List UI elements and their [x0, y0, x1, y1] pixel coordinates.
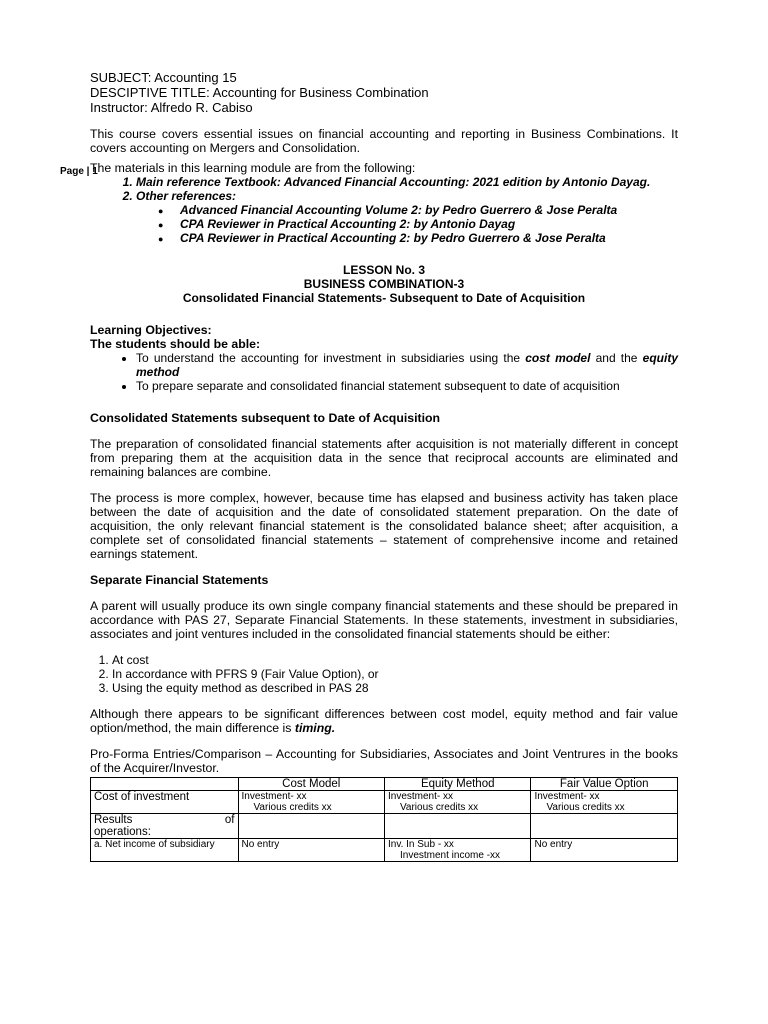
measurement-options-list	[90, 653, 678, 695]
reference-item: ● Advanced Financial Accounting Volume 2: by Pedro Guerrero & Jose Peralta	[180, 203, 678, 217]
document-page	[90, 70, 678, 862]
document-header	[90, 70, 678, 115]
reference-item: ● CPA Reviewer in Practical Accounting 2: by Antonio Dayag	[180, 217, 678, 231]
paragraph-text: Although there appears to be significant differences between cost model, equity method and fair value option/method, the main difference is	[90, 707, 678, 735]
table-row	[91, 814, 678, 839]
entry-debit: Investment- xx	[534, 791, 600, 802]
table-cell: Cost of investment	[91, 791, 239, 814]
reference-item: ● CPA Reviewer in Practical Accounting 2: by Pedro Guerrero & Jose Peralta	[180, 231, 678, 245]
entry-debit: Inv. In Sub - xx	[387, 839, 454, 850]
row-label-part: Results	[94, 814, 133, 826]
table-cell: No entry	[531, 839, 678, 862]
references-list	[90, 175, 678, 245]
table-header-cell	[91, 778, 239, 791]
table-cell	[531, 814, 678, 839]
section-paragraph: Pro-Forma Entries/Comparison – Accounting for Subsidiaries, Associates and Joint Ventrures in the books of the Acquirer/Investor.	[90, 747, 678, 775]
section-paragraph	[90, 707, 678, 735]
lesson-title-block	[90, 263, 678, 305]
table-cell	[91, 814, 239, 839]
subject-line: SUBJECT: Accounting 15	[90, 70, 237, 85]
descriptive-title-line: DESCIPTIVE TITLE: Accounting for Business Combination	[90, 85, 429, 100]
lesson-name: BUSINESS COMBINATION-3	[303, 277, 465, 291]
section-heading: Separate Financial Statements	[90, 573, 269, 587]
section-paragraph: The process is more complex, however, because time has elapsed and business activity has taken place between the date of acquisition and the date of consolidated statement preparation. On the date of acquisition, the only relevant financial statement is the consolidated balance sheet; after acquisition, a complete set of consolidated financial statements – statement of comprehensive income and retained earnings statement.	[90, 491, 678, 561]
lesson-topic: Consolidated Financial Statements- Subsequent to Date of Acquisition	[182, 291, 586, 305]
option-item: 1. At cost	[112, 653, 678, 667]
proforma-table	[90, 777, 678, 862]
objectives-list	[90, 351, 678, 393]
materials-intro: The materials in this learning module are from the following:	[90, 161, 416, 175]
main-reference-text: Main reference Textbook: Advanced Financial Accounting: 2021 edition by Antonio Dayag.	[136, 175, 651, 189]
entry-credit: Investment income -xx	[399, 850, 501, 861]
table-cell	[238, 791, 384, 814]
page-number-label: Page | 1	[60, 166, 98, 177]
lesson-number: LESSON No. 3	[342, 263, 425, 277]
table-cell: No entry	[238, 839, 384, 862]
objectives-subheading: The students should be able:	[90, 337, 261, 351]
objective-item	[136, 351, 678, 379]
paragraph-emphasis: timing.	[294, 721, 336, 735]
other-references-label: Other references:	[136, 189, 237, 203]
option-item: 3. Using the equity method as described in PAS 28	[112, 681, 678, 695]
section-heading: Consolidated Statements subsequent to Date of Acquisition	[90, 411, 441, 425]
entry-debit: Investment- xx	[241, 791, 307, 802]
table-row	[91, 839, 678, 862]
table-cell	[531, 791, 678, 814]
table-header-cell: Fair Value Option	[531, 778, 678, 791]
table-cell	[238, 814, 384, 839]
table-cell	[384, 791, 530, 814]
objective-text: To understand the accounting for investment in subsidiaries using the	[136, 351, 526, 365]
row-label-part: of	[224, 814, 235, 826]
objective-text: and the	[590, 351, 643, 365]
table-cell	[384, 814, 530, 839]
other-references	[136, 189, 678, 245]
course-intro: This course covers essential issues on financial accounting and reporting in Business Combinations. It covers accounting on Mergers and Consolidation.	[90, 127, 678, 155]
objective-emphasis: equity method	[136, 351, 678, 379]
row-label-part: operations:	[94, 826, 151, 838]
section-paragraph: The preparation of consolidated financial statements after acquisition is not materially different in concept from preparing them at the acquisition data in the sence that reciprocal accounts are eliminated and remaining balances are combine.	[90, 437, 678, 479]
entry-credit: Various credits xx	[399, 802, 479, 813]
section-paragraph: A parent will usually produce its own single company financial statements and these should be prepared in accordance with PAS 27, Separate Financial Statements. In these statements, investment in subsidiaries, associates and joint ventures included in the consolidated financial statements should be either:	[90, 599, 678, 641]
objective-item: • To prepare separate and consolidated financial statement subsequent to date of acquisition	[136, 379, 678, 393]
table-header-cell: Equity Method	[384, 778, 530, 791]
entry-credit: Various credits xx	[253, 802, 332, 813]
table-cell	[384, 839, 530, 862]
option-item: 2. In accordance with PFRS 9 (Fair Value Option), or	[112, 667, 678, 681]
table-header-row	[91, 778, 678, 791]
entry-credit: Various credits xx	[546, 802, 625, 813]
other-references-list	[136, 203, 678, 245]
objective-emphasis: cost model	[525, 351, 591, 365]
instructor-line: Instructor: Alfredo R. Cabiso	[90, 100, 253, 115]
table-row	[91, 791, 678, 814]
objectives-heading: Learning Objectives:	[90, 323, 212, 337]
table-header-cell: Cost Model	[238, 778, 384, 791]
entry-debit: Investment- xx	[387, 791, 454, 802]
table-cell: a. Net income of subsidiary	[91, 839, 239, 862]
main-reference	[136, 175, 678, 189]
